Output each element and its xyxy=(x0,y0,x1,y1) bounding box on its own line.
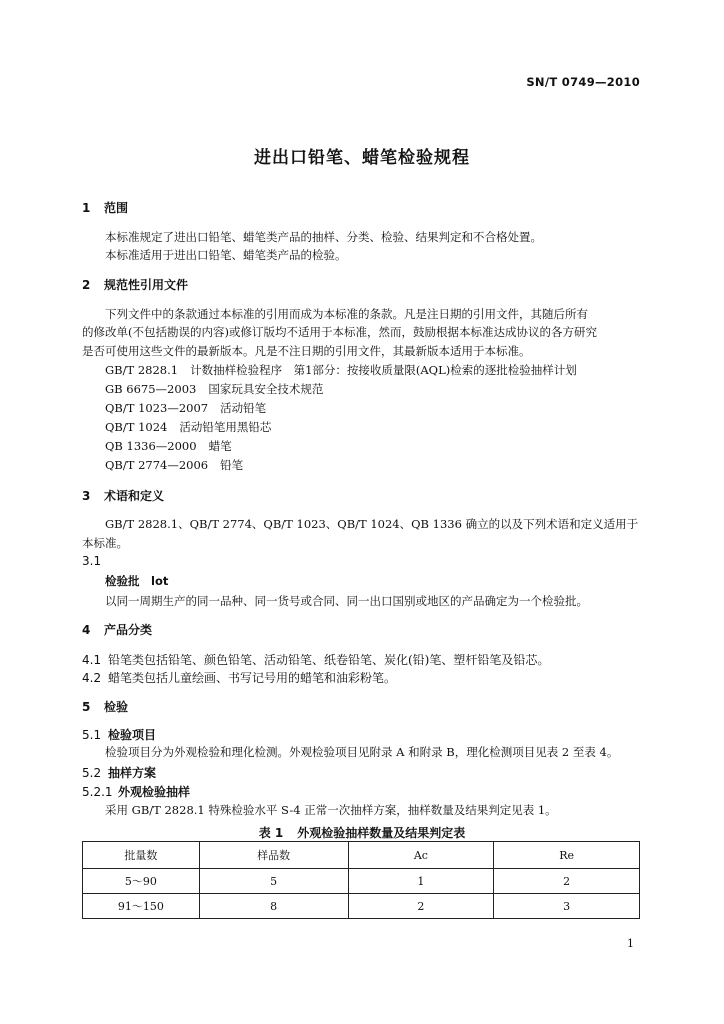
reference-code: QB/T 1024 xyxy=(105,420,168,434)
table-row xyxy=(83,869,640,894)
page-number: 1 xyxy=(627,937,634,950)
section-number: 5 xyxy=(82,700,91,714)
scope-paragraph-1: 本标准规定了进出口铅笔、蜡笔类产品的抽样、分类、检验、结果判定和不合格处置。 xyxy=(105,230,542,244)
reference-code: GB/T 2828.1 xyxy=(105,363,179,377)
section-4-heading xyxy=(82,621,152,638)
table-cell: 2 xyxy=(348,894,494,919)
section-number: 1 xyxy=(82,201,91,215)
terms-paragraph-line-1: GB/T 2828.1、QB/T 2774、QB/T 1023、QB/T 1024、QB 1336 确立的以及下列术语和定义适用于 xyxy=(105,517,639,531)
subsection-number: 5.1 xyxy=(82,728,102,742)
subsection-5-1-heading xyxy=(82,726,156,743)
clause-4-1 xyxy=(82,651,549,668)
section-number: 4 xyxy=(82,623,91,637)
clause-number: 4.1 xyxy=(82,653,102,667)
table-header-cell: Re xyxy=(494,842,640,869)
reference-title: 铅笔 xyxy=(220,458,244,472)
table-row xyxy=(83,894,640,919)
subsection-title: 检验项目 xyxy=(108,728,157,742)
reference-code: QB/T 2774—2006 xyxy=(105,458,209,472)
subsection-number: 5.2 xyxy=(82,766,102,780)
reference-item xyxy=(105,400,266,416)
reference-item xyxy=(105,457,243,473)
table-header-cell: Ac xyxy=(348,842,494,869)
clause-text: 铅笔类包括铅笔、颜色铅笔、活动铅笔、纸卷铅笔、炭化(铅)笔、塑杆铅笔及铅芯。 xyxy=(108,653,550,667)
normative-paragraph-line-1: 下列文件中的条款通过本标准的引用而成为本标准的条款。凡是注日期的引用文件，其随后所有 xyxy=(105,307,588,321)
standard-code: SN/T 0749—2010 xyxy=(526,75,640,89)
subsection-5-2-heading xyxy=(82,764,156,781)
term-heading: 检验批 lot xyxy=(105,574,169,588)
reference-item xyxy=(105,419,271,435)
section-title: 检验 xyxy=(104,700,129,714)
table-header-cell: 样品数 xyxy=(199,842,348,869)
reference-code: GB 6675—2003 xyxy=(105,382,197,396)
table-header-cell: 批量数 xyxy=(83,842,200,869)
terms-paragraph-line-2: 本标准。 xyxy=(82,536,128,550)
reference-item xyxy=(105,438,232,454)
subsection-title: 外观检验抽样 xyxy=(118,785,191,799)
normative-paragraph-line-3: 是否可使用这些文件的最新版本。凡是不注日期的引用文件，其最新版本适用于本标准。 xyxy=(82,344,531,358)
section-3-heading xyxy=(82,487,164,504)
section-title: 范围 xyxy=(104,201,129,215)
table-caption xyxy=(0,824,724,841)
sampling-table xyxy=(82,841,640,919)
document-title: 进出口铅笔、蜡笔检验规程 xyxy=(254,148,470,168)
clause-4-2 xyxy=(82,669,396,686)
reference-title: 国家玩具安全技术规范 xyxy=(208,382,324,396)
section-title: 规范性引用文件 xyxy=(104,278,189,292)
subsection-number: 5.2.1 xyxy=(82,785,113,799)
table-caption-text: 外观检验抽样数量及结果判定表 xyxy=(297,826,466,840)
sampling-paragraph: 采用 GB/T 2828.1 特殊检验水平 S-4 正常一次抽样方案，抽样数量及结果判定见表 1。 xyxy=(105,803,557,817)
reference-code: QB 1336—2000 xyxy=(105,439,197,453)
reference-title: 活动铅笔 xyxy=(220,401,267,415)
inspection-items-paragraph: 检验项目分为外观检验和理化检测。外观检验项目见附录 A 和附录 B，理化检测项目见表 2 至表 4。 xyxy=(105,745,619,759)
section-title: 产品分类 xyxy=(104,623,153,637)
normative-paragraph-line-2: 的修改单(不包括勘误的内容)或修订版均不适用于本标准，然而，鼓励根据本标准达成协议的各方研究 xyxy=(82,325,597,339)
term-definition: 以同一周期生产的同一品种、同一货号或合同、同一出口国别或地区的产品确定为一个检验批。 xyxy=(105,594,588,608)
section-2-heading xyxy=(82,276,188,293)
table-header-row xyxy=(83,842,640,869)
section-5-heading xyxy=(82,698,128,715)
section-number: 2 xyxy=(82,278,91,292)
scope-paragraph-2: 本标准适用于进出口铅笔、蜡笔类产品的检验。 xyxy=(105,248,347,262)
table-cell: 3 xyxy=(494,894,640,919)
table-cell: 5 xyxy=(199,869,348,894)
table-label: 表 1 xyxy=(258,826,284,840)
reference-title: 计数抽样检验程序 第1部分：按接收质量限(AQL)检索的逐批检验抽样计划 xyxy=(190,363,577,377)
subsection-number: 3.1 xyxy=(82,554,102,568)
subsection-5-2-1-heading xyxy=(82,783,190,800)
table-cell: 8 xyxy=(199,894,348,919)
reference-title: 活动铅笔用黑铅芯 xyxy=(179,420,272,434)
subsection-title: 抽样方案 xyxy=(108,766,157,780)
clause-number: 4.2 xyxy=(82,671,102,685)
reference-code: QB/T 1023—2007 xyxy=(105,401,209,415)
section-number: 3 xyxy=(82,489,91,503)
reference-item xyxy=(105,381,323,397)
table-cell: 1 xyxy=(348,869,494,894)
section-title: 术语和定义 xyxy=(104,489,165,503)
subsection-3-1-number xyxy=(82,554,108,568)
table-cell: 5～90 xyxy=(83,869,200,894)
reference-item xyxy=(105,362,577,378)
section-1-heading xyxy=(82,199,128,216)
clause-text: 蜡笔类包括儿童绘画、书写记号用的蜡笔和油彩粉笔。 xyxy=(108,671,397,685)
table-cell: 91～150 xyxy=(83,894,200,919)
reference-title: 蜡笔 xyxy=(208,439,232,453)
table-cell: 2 xyxy=(494,869,640,894)
